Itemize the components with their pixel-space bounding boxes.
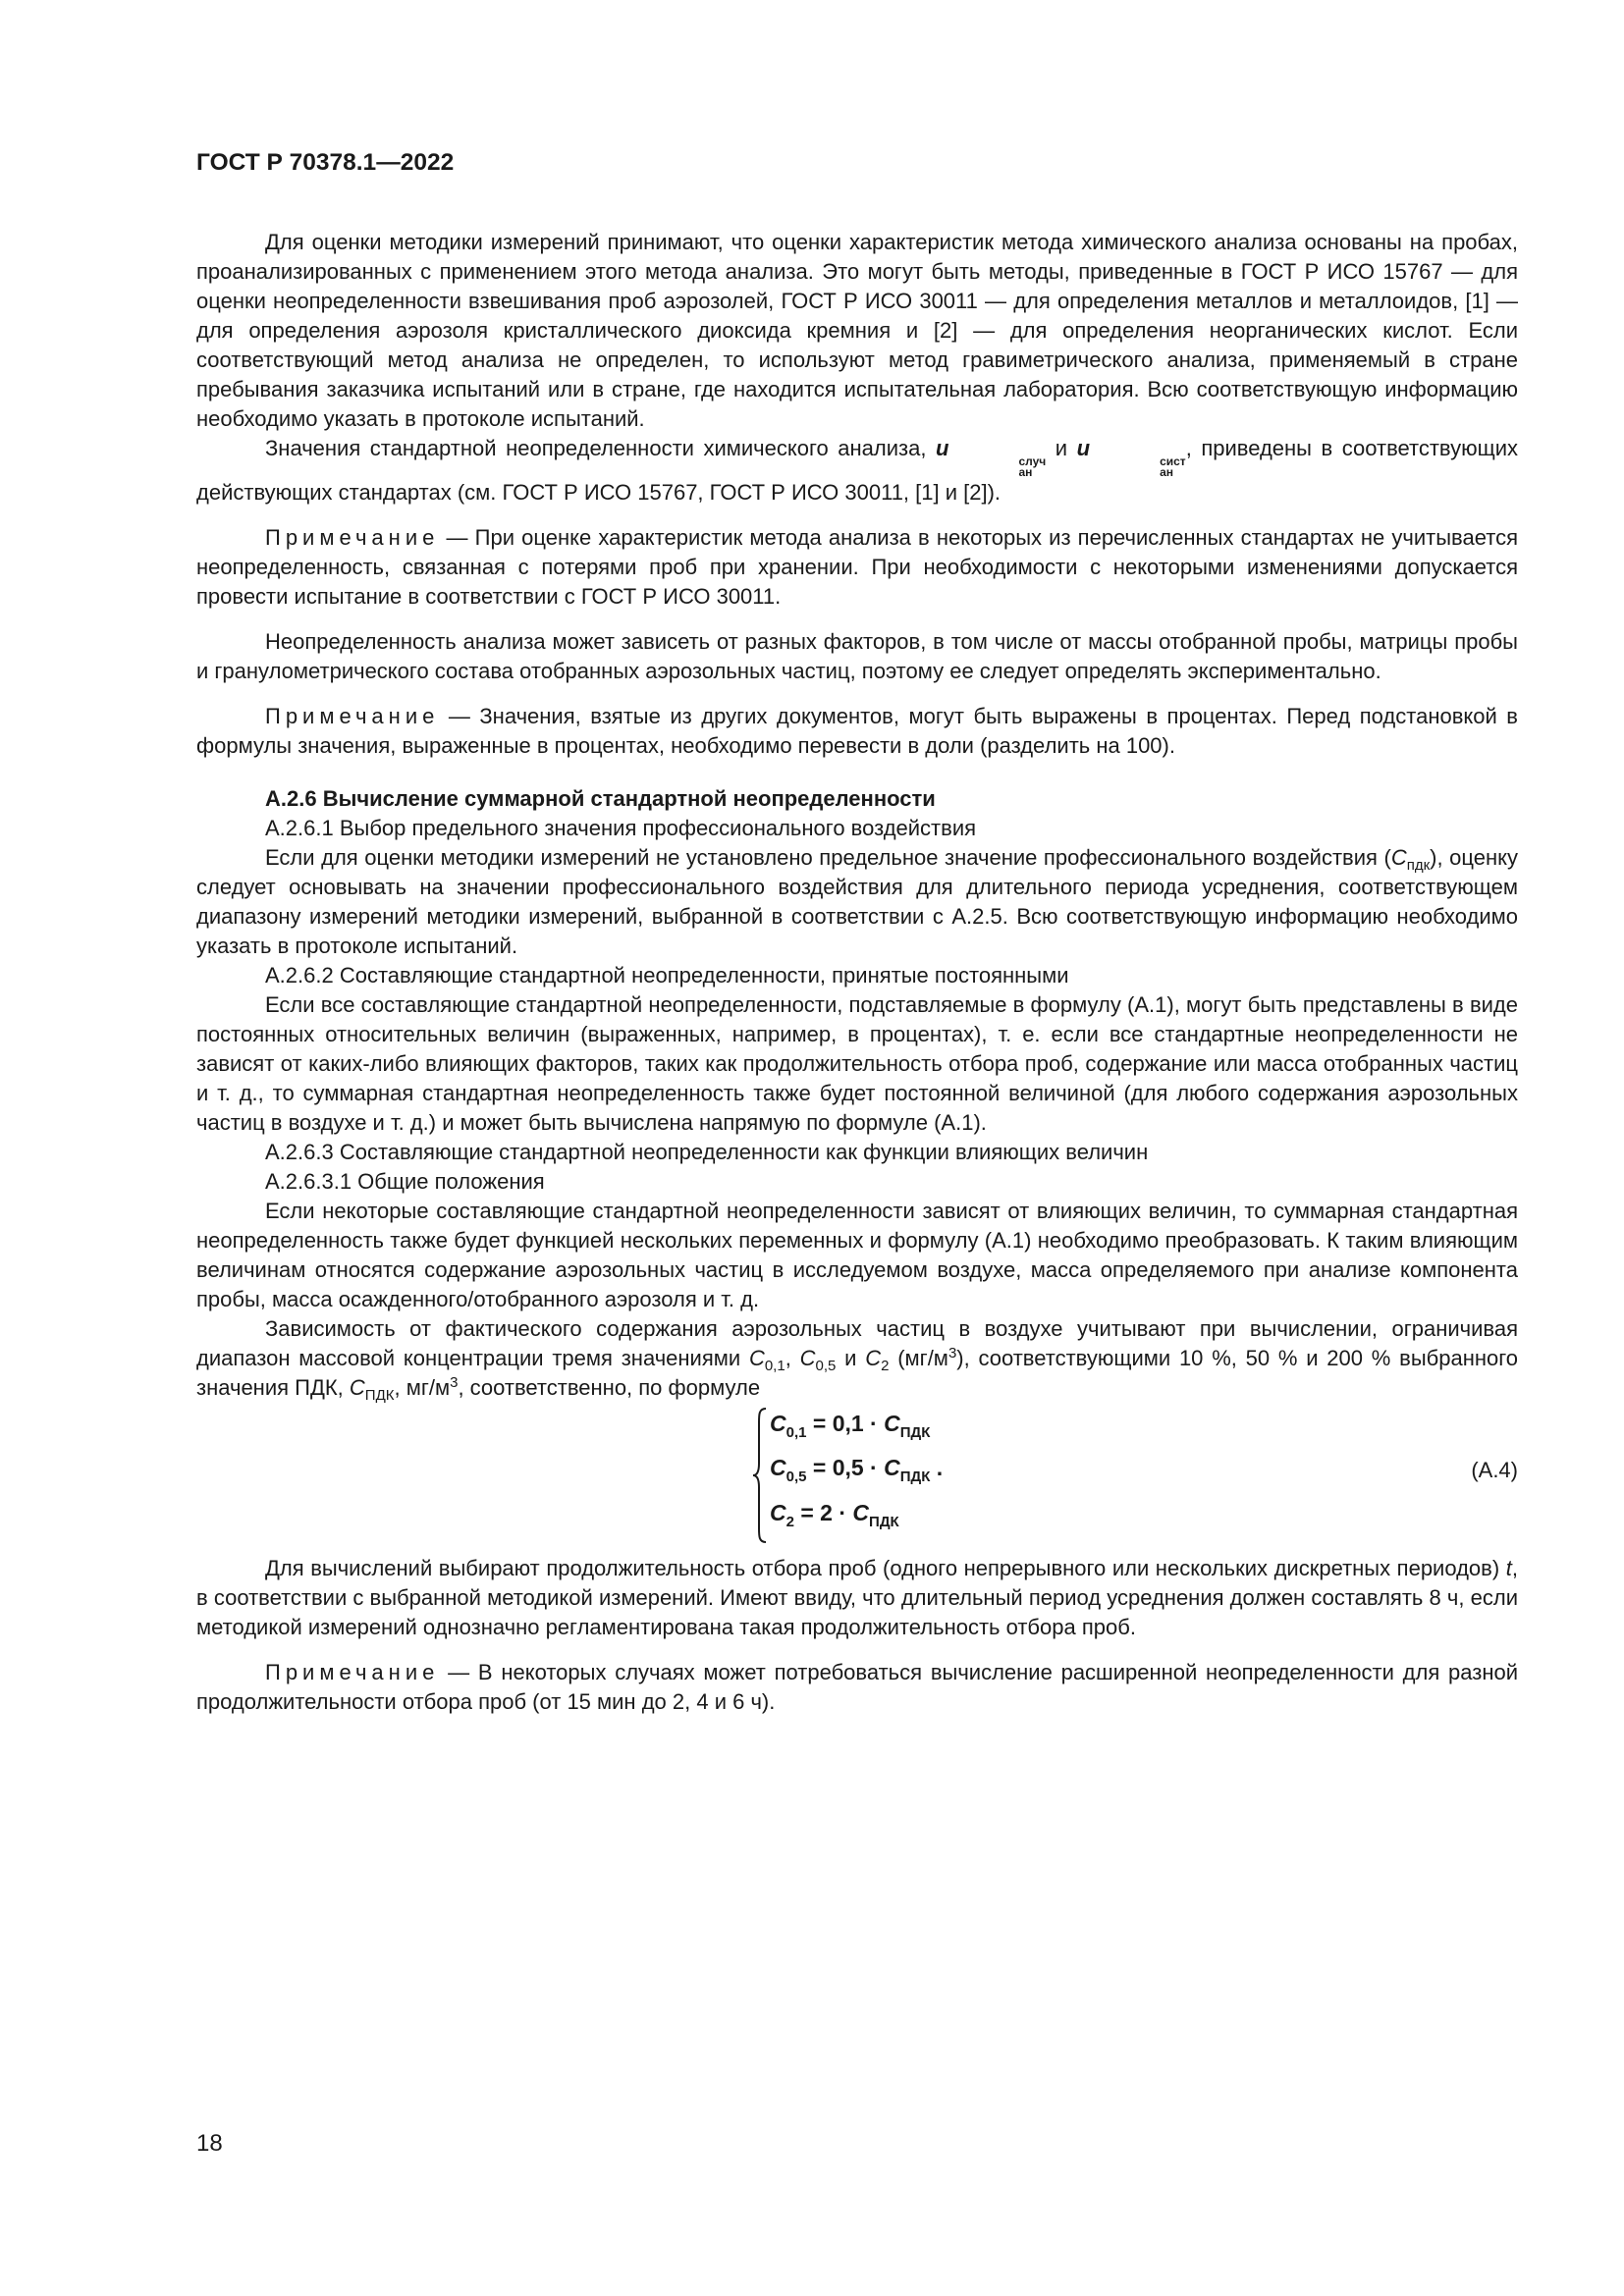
text-fragment: ), соответствующими 10 %, 50 % и 200 % выбранного значения ПДК, [196, 1346, 1519, 1400]
symbol-t: t [1505, 1556, 1512, 1580]
symbol-sup: случ [1018, 454, 1047, 468]
symbol-sub: ПДК [869, 1514, 899, 1530]
paragraph-uncertainty-values [196, 434, 1518, 507]
formula-line-3 [770, 1500, 899, 1530]
symbol-sub: 0,5 [815, 1358, 837, 1374]
symbol-sub: ПДК [364, 1387, 395, 1404]
formula-a4 [196, 1407, 1518, 1554]
note-label: Примечание [265, 704, 440, 728]
symbol-sub: ПДК [899, 1424, 931, 1441]
symbol-c: С [865, 1346, 882, 1370]
subsection-title: А.2.6.3.1 Общие положения [265, 1169, 545, 1194]
symbol-c: С [799, 1346, 816, 1370]
paragraph-constant-uncertainty: Если все составляющие стандартной неопределенности, подставляемые в формулу (А.1), могут быть представлены в виде постоянных относительных величин (выраженных, например, в процентах), т. е. если все стандартные неопределенности не зависят от каких-либо влияющих факторов, таких как продолжительность отбора проб, содержание или масса отобранных частиц и т. д., то суммарная стандартная неопределенность также будет постоянной величиной (для любого содержания аэрозольных частиц в воздухе и т. д.) и может быть вычислена напрямую по формуле (А.1). [196, 992, 1518, 1135]
symbol-sup: сист [1160, 454, 1186, 468]
formula-line-2 [770, 1455, 944, 1485]
paragraph-exposure-limit [196, 843, 1518, 961]
text-fragment: , соответственно, по формуле [458, 1375, 761, 1400]
note-dash: — [439, 1660, 478, 1684]
symbol-sub: 0,5 [785, 1468, 807, 1485]
symbol-c: С [349, 1375, 365, 1400]
text-fragment: , [785, 1346, 800, 1370]
document-page [196, 149, 1518, 1717]
text-fragment: Значения стандартной неопределенности химического анализа, [265, 436, 937, 460]
symbol-c: C [884, 1455, 900, 1480]
symbol-sub: 0,1 [785, 1424, 807, 1441]
subsection-title: А.2.6.1 Выбор предельного значения профессионального воздействия [265, 816, 977, 840]
symbol-c: С [748, 1346, 765, 1370]
note-label: Примечание [265, 1660, 440, 1684]
paragraph-analysis-methods: Для оценки методики измерений принимают, что оценки характеристик метода химического анализа основаны на пробах, проанализированных с применением этого метода анализа. Это могут быть методы, приведенные в ГОСТ Р ИСО 15767 — для оценки неопределенности взвешивания проб аэрозолей, ГОСТ Р ИСО 30011 — для определения металлов и металлоидов, [1] — для определения аэрозоля кристаллического диоксида кремния и [2] — для определения неорганических кислот. Если соответствующий метод анализа не определен, то используют метод гравиметрического анализа, применяемый в стране пребывания заказчика испытаний или в стране, где находится испытательная лаборатория. Всю соответствующую информацию необходимо указать в протоколе испытаний. [196, 230, 1518, 431]
text-fragment: ), оценку следует основывать на значении профессионального воздействия для длительного периода усреднения, соответствующем диапазону измерений методики измерений, выбранной в соответствии с А.2.5. Всю соответствующую информацию необходимо указать в протоколе испытаний. [196, 845, 1518, 958]
symbol-sub: 2 [785, 1514, 794, 1530]
paragraph-concentration-range [196, 1314, 1518, 1403]
document-header: ГОСТ Р 70378.1—2022 [196, 149, 455, 176]
note-text: В некоторых случаях может потребоваться вычисление расширенной неопределенности для разной продолжительности отбора проб (от 15 мин до 2, 4 и 6 ч). [196, 1660, 1518, 1714]
symbol-sup: 3 [947, 1345, 957, 1362]
paragraph-analysis-uncertainty: Неопределенность анализа может зависеть от разных факторов, в том числе от массы отобранной пробы, матрицы пробы и гранулометрического состава отобранных аэрозольных частиц, поэтому ее следует определять экспериментально. [196, 629, 1518, 683]
section-heading: А.2.6 Вычисление суммарной стандартной неопределенности [265, 786, 936, 811]
symbol-sup: 3 [450, 1374, 459, 1391]
symbol-c: C [770, 1455, 786, 1480]
text-fragment: , мг/м [394, 1375, 451, 1400]
formula-rhs: = 2 · [793, 1500, 853, 1525]
symbol-sub: ан [1018, 465, 1033, 479]
symbol-sub: 2 [881, 1358, 890, 1374]
note-expanded-uncertainty [196, 1658, 1518, 1717]
symbol-indices [949, 456, 1046, 478]
symbol-c: C [852, 1500, 870, 1525]
note-percent-conversion [196, 702, 1518, 761]
note-dash: — [439, 525, 475, 550]
text-fragment: , приведены в соответствующих действующих стандартах (см. ГОСТ Р ИСО 15767, ГОСТ Р ИСО 30011, [1] и [2]). [196, 436, 1519, 505]
symbol-c: C [770, 1411, 786, 1436]
symbol-u: u [936, 436, 949, 460]
note-label: Примечание [265, 525, 440, 550]
text-fragment: и [1046, 436, 1077, 460]
note-storage-losses [196, 523, 1518, 612]
formula-number: (А.4) [1471, 1458, 1518, 1482]
symbol-sub: 0,1 [764, 1358, 785, 1374]
formula-dot: . [930, 1455, 944, 1480]
formula-rhs: = 0,5 · [806, 1455, 885, 1480]
note-dash: — [439, 704, 480, 728]
symbol-c: C [770, 1500, 786, 1525]
note-text: При оценке характеристик метода анализа в некоторых из перечисленных стандартах не учитывается неопределенность, связанная с потерями проб при хранении. При необходимости с некоторыми изменениями допускается провести испытание в соответствии с ГОСТ Р ИСО 30011. [196, 525, 1518, 609]
text-fragment: Зависимость от фактического содержания аэрозольных частиц в воздухе учитывают при вычислении, ограничивая диапазон массовой концентрации тремя значениями [196, 1316, 1518, 1370]
symbol-u: u [1076, 436, 1091, 460]
text-fragment: Для вычислений выбирают продолжительность отбора проб (одного непрерывного или нескольких дискретных периодов) [265, 1556, 1506, 1580]
text-fragment: Если для оценки методики измерений не установлено предельное значение профессионального воздействия ( [265, 845, 1391, 870]
symbol-indices [1091, 456, 1186, 478]
text-fragment: (мг/м [889, 1346, 948, 1370]
paragraph-sampling-duration [196, 1554, 1518, 1642]
subsection-title: А.2.6.2 Составляющие стандартной неопределенности, принятые постоянными [265, 963, 1069, 988]
note-text: Значения, взятые из других документов, могут быть выражены в процентах. Перед подстановкой в формулы значения, выраженные в процентах, необходимо перевести в доли (разделить на 100). [196, 704, 1518, 758]
page-number: 18 [196, 2130, 223, 2157]
formula-line-1 [770, 1411, 931, 1441]
symbol-sub: ан [1160, 465, 1173, 479]
left-brace-icon [752, 1407, 768, 1544]
symbol-c: C [884, 1411, 900, 1436]
symbol-sub: пдк [1406, 857, 1431, 874]
symbol-sub: ПДК [899, 1468, 931, 1485]
formula-system [752, 1407, 1047, 1544]
formula-rhs: = 0,1 · [806, 1411, 885, 1436]
text-fragment: и [836, 1346, 866, 1370]
subsection-title: А.2.6.3 Составляющие стандартной неопределенности как функции влияющих величин [265, 1140, 1149, 1164]
paragraph-influence-quantities: Если некоторые составляющие стандартной неопределенности зависят от влияющих величин, то суммарная стандартная неопределенность также будет функцией нескольких переменных и формулу (А.1) необходимо преобразовать. К таким влияющим величинам относятся содержание аэрозольных частиц в исследуемом воздухе, масса определяемого при анализе компонента пробы, масса осажденного/отобранного аэрозоля и т. д. [196, 1199, 1518, 1311]
text-fragment: , в соответствии с выбранной методикой измерений. Имеют ввиду, что длительный период усреднения должен составлять 8 ч, если методикой измерений однозначно регламентирована такая продолжительность отбора проб. [196, 1556, 1518, 1639]
symbol-c: С [1390, 845, 1407, 870]
